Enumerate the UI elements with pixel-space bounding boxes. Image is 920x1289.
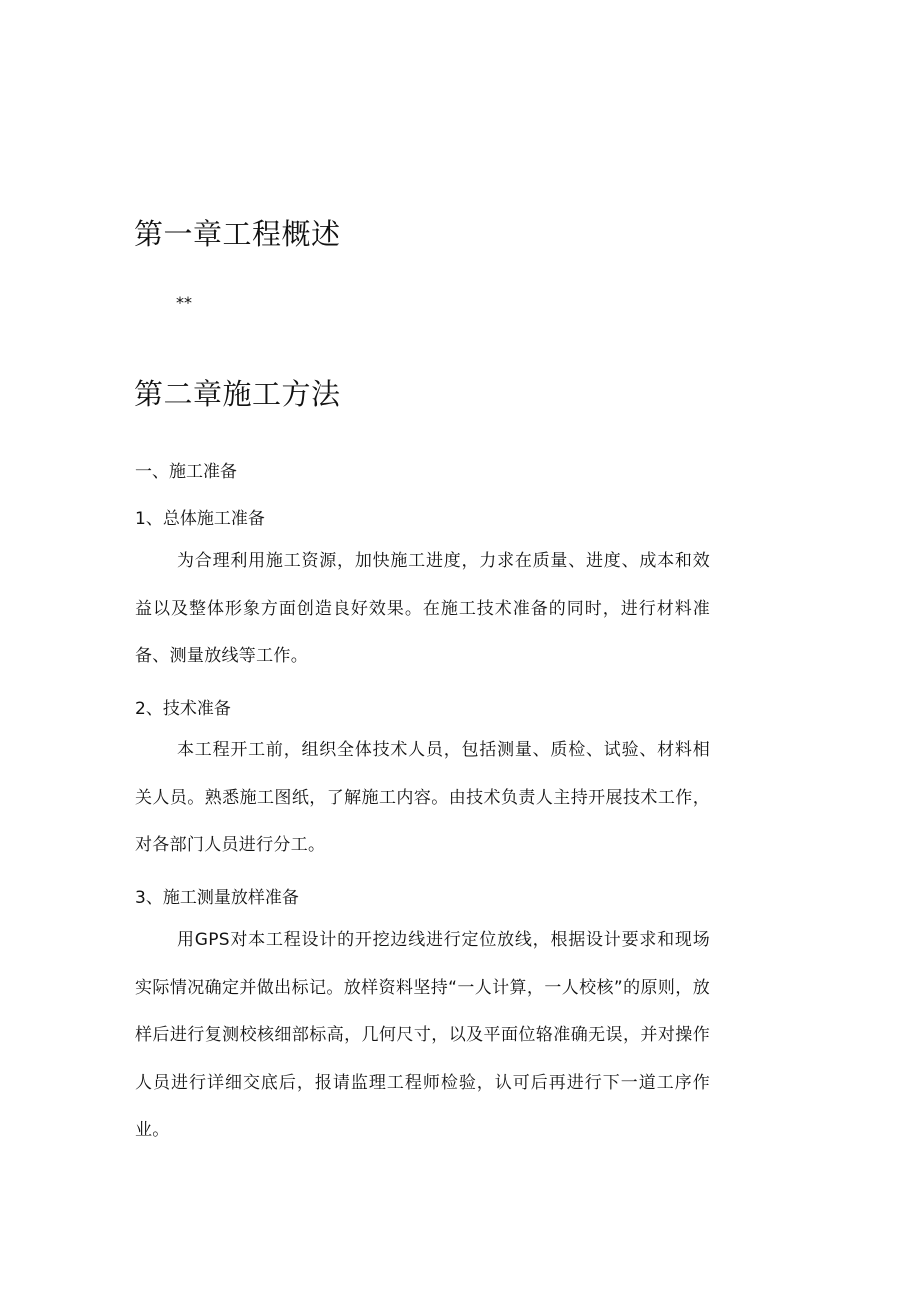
subsection-1-title: 1、总体施工准备 xyxy=(135,509,265,529)
subsection-2-title: 2、技术准备 xyxy=(135,699,231,719)
subsection-2-body: 本工程开工前，组织全体技术人员，包括测量、质检、试验、材料相关人员。熟悉施工图纸，了解施工内容。由技术负责人主持开展技术工作，对各部门人员进行分工。 xyxy=(135,740,710,855)
subsection-3-title: 3、施工测量放样准备 xyxy=(135,888,299,908)
chapter-1-title: 第一章工程概述 xyxy=(134,217,341,251)
subsection-3-body: 用GPS对本工程设计的开挖边线进行定位放线，根据设计要求和现场实际情况确定并做出标记。放样资料坚持“一人计算，一人校核”的原则，放样后进行复测校核细部标高，几何尺寸，以及平面位辂准确无误，并对操作人员进行详细交底后，报请监理工程师检验，认可后再进行下一道工序作业。 xyxy=(135,930,710,1140)
section-1-title: 一、施工准备 xyxy=(135,462,237,482)
subsection-1-body: 为合理利用施工资源，加快施工进度，力求在质量、进度、成本和效益以及整体形象方面创造良好效果。在施工技术准备的同时，进行材料准备、测量放线等工作。 xyxy=(135,551,710,666)
chapter-1-content: ** xyxy=(176,293,192,312)
chapter-2-title: 第二章施工方法 xyxy=(134,377,341,411)
